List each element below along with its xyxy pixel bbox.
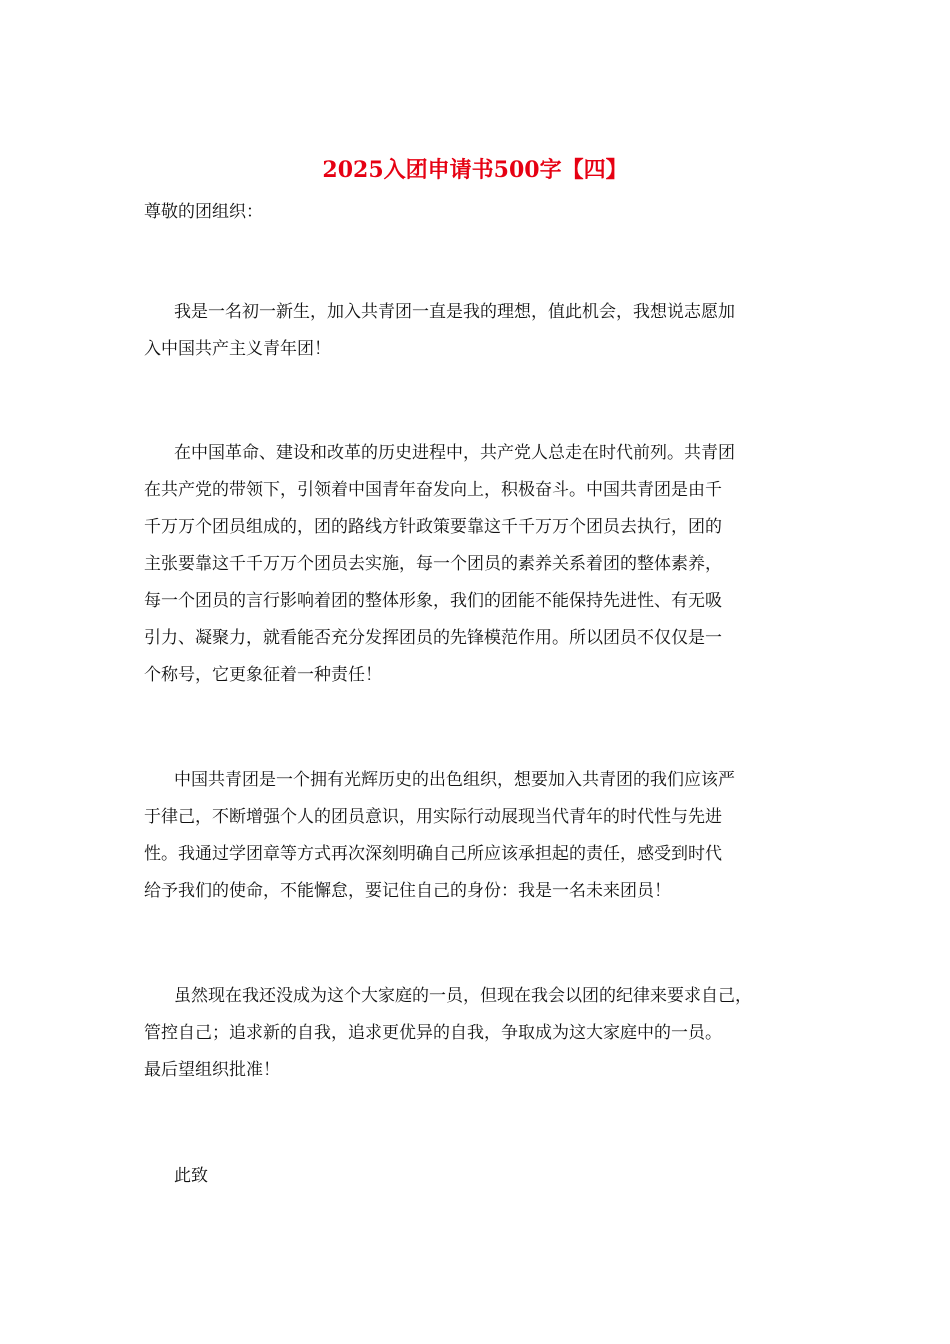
paragraph-line: 在共产党的带领下，引领着中国青年奋发向上，积极奋斗。中国共青团是由千 <box>144 480 722 500</box>
paragraph-line: 于律己，不断增强个人的团员意识，用实际行动展现当代青年的时代性与先进 <box>144 807 722 827</box>
paragraph-line: 引力、凝聚力，就看能否充分发挥团员的先锋模范作用。所以团员不仅仅是一 <box>144 628 722 648</box>
paragraph-line: 虽然现在我还没成为这个大家庭的一员，但现在我会以团的纪律来要求自己， <box>174 986 752 1006</box>
paragraph-line: 每一个团员的言行影响着团的整体形象，我们的团能不能保持先进性、有无吸 <box>144 591 722 611</box>
paragraph-line: 性。我通过学团章等方式再次深刻明确自己所应该承担起的责任，感受到时代 <box>144 844 722 864</box>
paragraph-line: 给予我们的使命，不能懈怠，要记住自己的身份：我是一名未来团员！ <box>144 881 671 901</box>
paragraph-line: 主张要靠这千千万万个团员去实施，每一个团员的素养关系着团的整体素养， <box>144 554 722 574</box>
paragraph-3 <box>144 762 814 910</box>
paragraph-line: 管控自己；追求新的自我，追求更优异的自我，争取成为这大家庭中的一员。 <box>144 1023 722 1043</box>
paragraph-line: 个称号，它更象征着一种责任！ <box>144 665 382 685</box>
closing-text: 此致 <box>174 1166 208 1186</box>
paragraph-2 <box>144 435 814 694</box>
paragraph-line: 入中国共产主义青年团！ <box>144 339 331 359</box>
paragraph-line: 中国共青团是一个拥有光辉历史的出色组织，想要加入共青团的我们应该严 <box>174 770 735 790</box>
paragraph-line: 在中国革命、建设和改革的历史进程中，共产党人总走在时代前列。共青团 <box>174 443 735 463</box>
salutation: 尊敬的团组织： <box>144 202 263 222</box>
paragraph-line: 我是一名初一新生，加入共青团一直是我的理想，值此机会，我想说志愿加 <box>174 302 735 322</box>
paragraph-line: 最后望组织批准！ <box>144 1060 280 1080</box>
paragraph-line: 千万万个团员组成的，团的路线方针政策要靠这千千万万个团员去执行，团的 <box>144 517 722 537</box>
document-title: 2025入团申请书500字【四】 <box>322 157 628 183</box>
paragraph-4 <box>144 978 814 1089</box>
paragraph-1 <box>144 294 814 368</box>
